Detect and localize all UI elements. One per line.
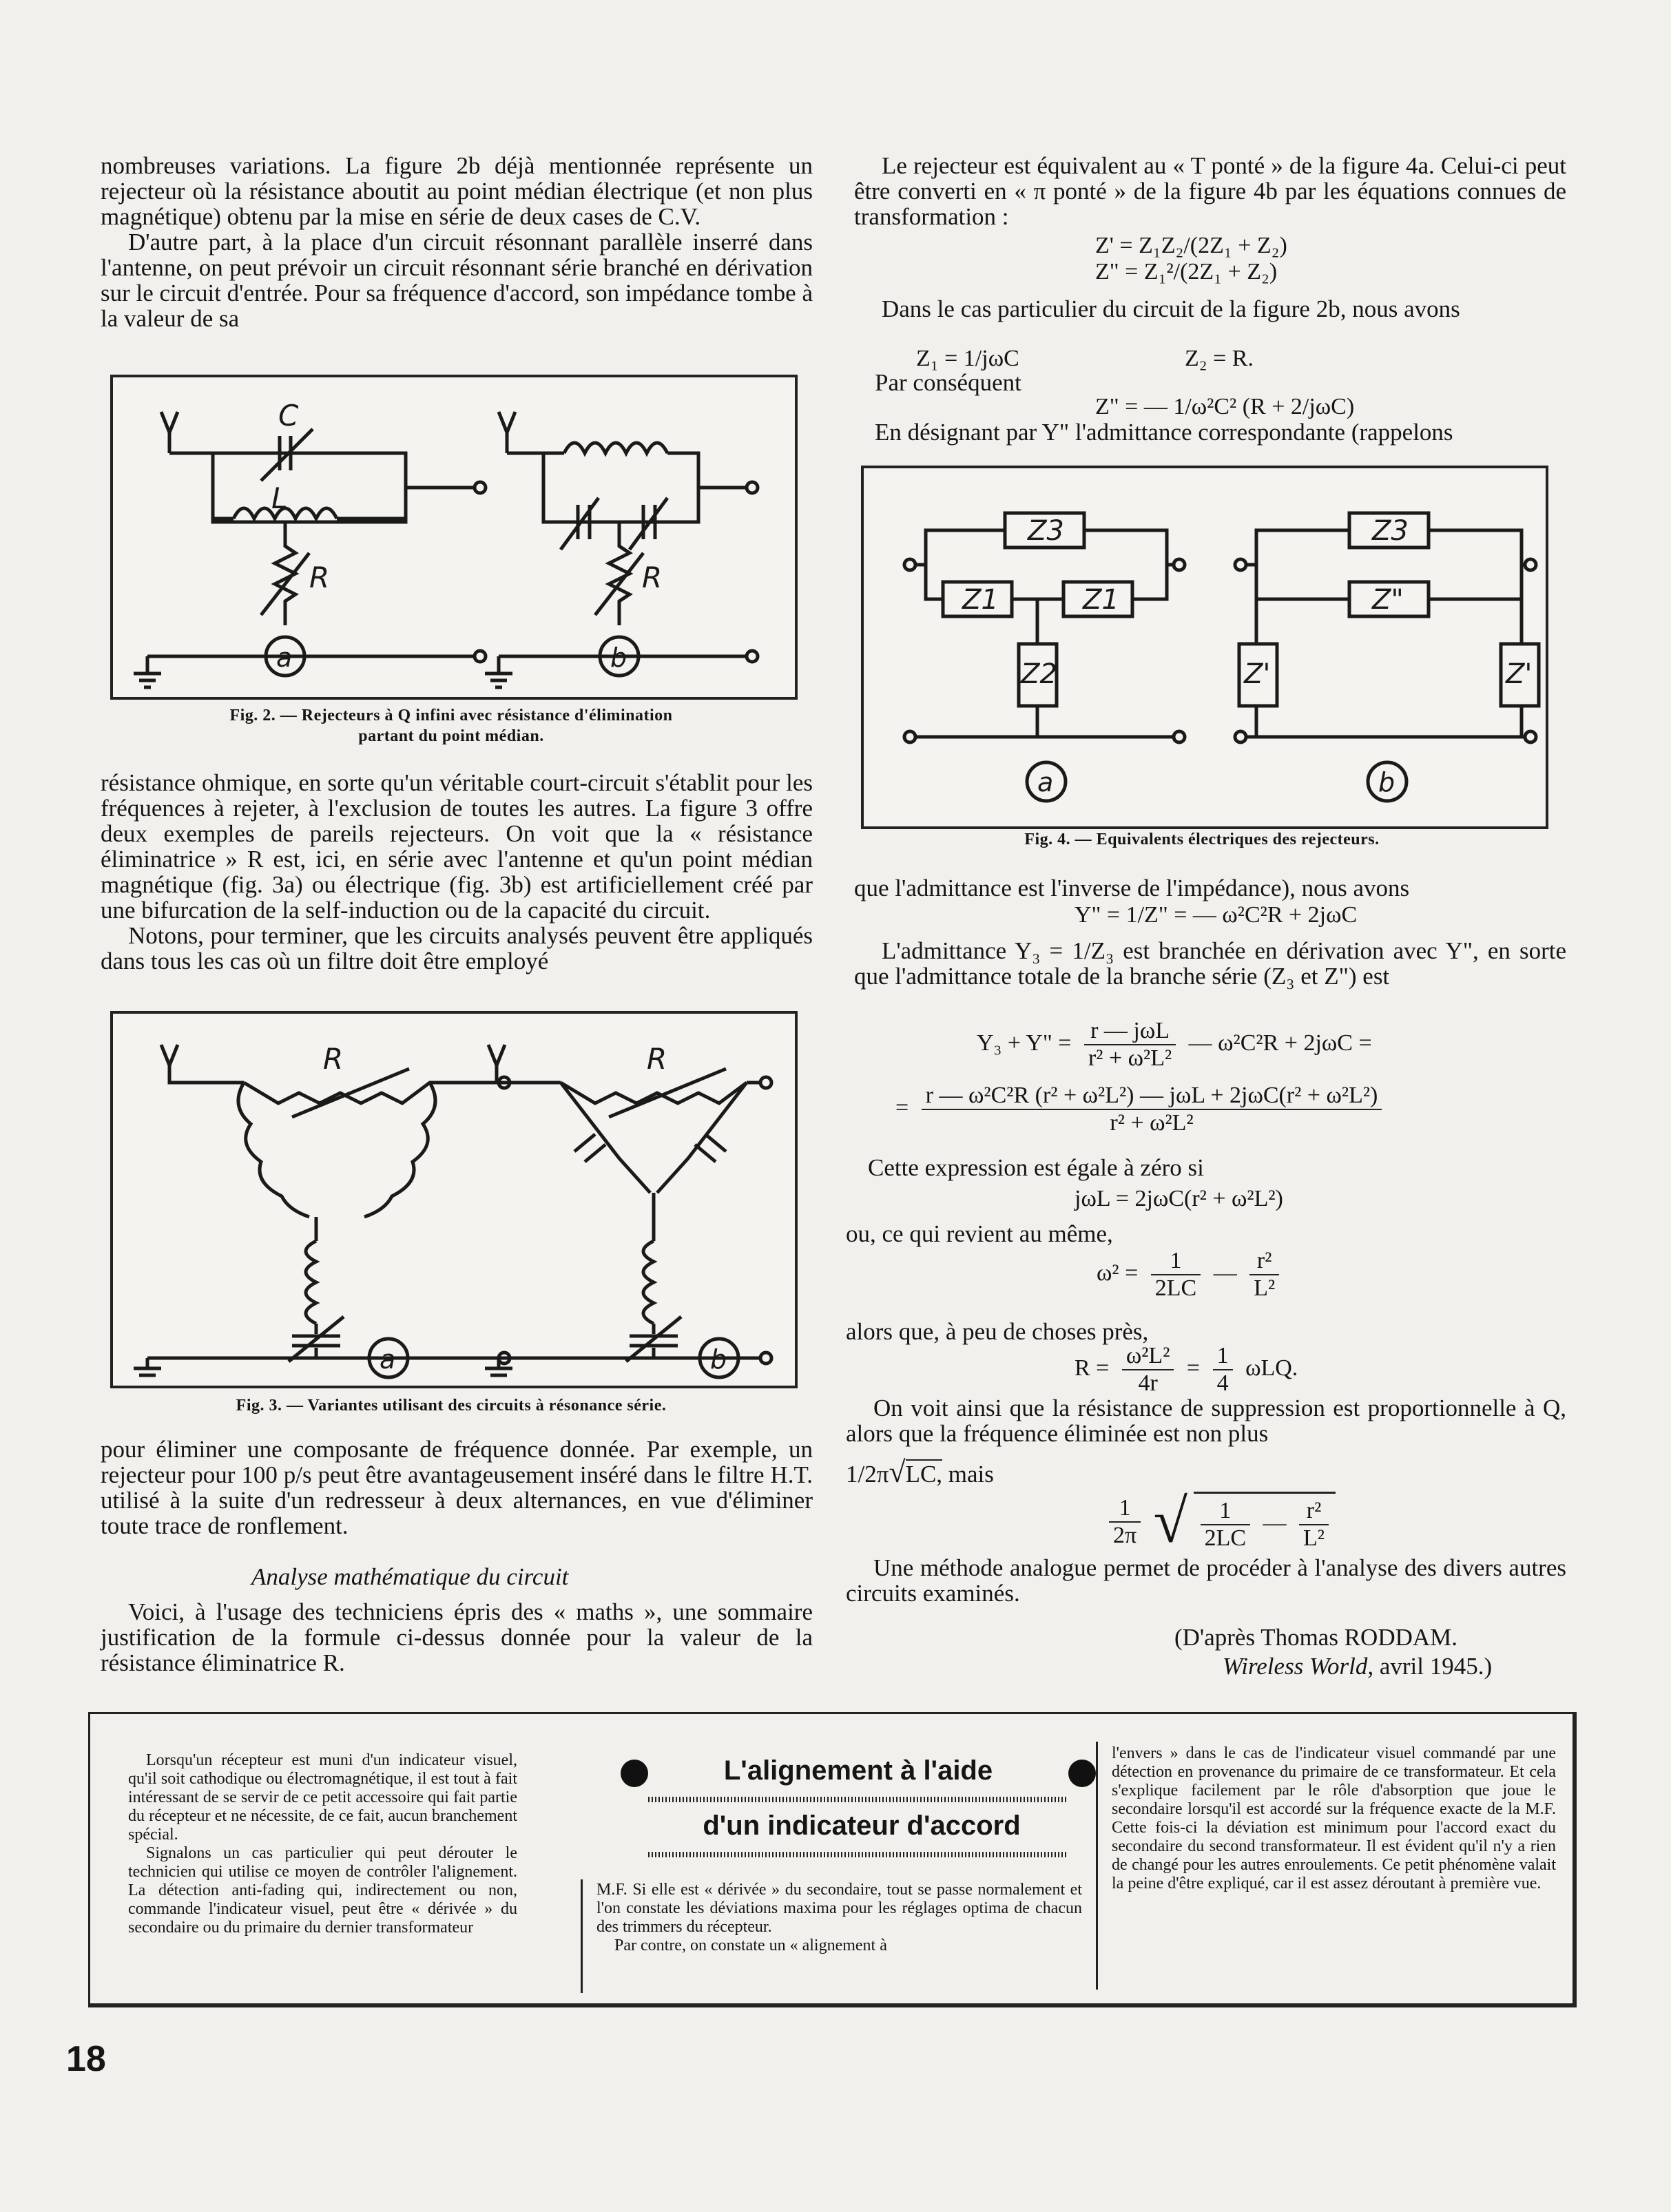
equation: jωL = 2jωC(r² + ω²L²) [1075, 1186, 1283, 1211]
equation [1097, 1248, 1286, 1302]
paragraph: Voici, à l'usage des techniciens épris des « maths », une sommaire justification de la formule ci-dessus donnée pour la valeur de la résistance éliminatrice R. [101, 1598, 813, 1676]
label-z3: Z3 [1028, 515, 1064, 547]
fraction [1084, 1018, 1176, 1072]
denominator: 2π [1113, 1522, 1137, 1548]
fraction [1249, 1248, 1279, 1302]
numerator: r — ω²C²R (r² + ω²L²) — jωL + 2jωC(r² + ω²L²) [922, 1083, 1382, 1110]
label-z-prime: Z' [1506, 658, 1533, 690]
eq-lhs: Y₃ + Y" = [977, 1030, 1072, 1056]
paragraph: Lorsqu'un récepteur est muni d'un indicateur visuel, qu'il soit cathodique ou électromagnétique, il est tout à fait intéressant de se servir de ce petit accessoire qui fait partie du récepteur et ne nécessite, de ce fait, aucun branchement spécial. [128, 1751, 517, 1844]
label-z1: Z1 [962, 584, 999, 616]
label-z3: Z3 [1372, 515, 1409, 547]
label-b: b [710, 1344, 727, 1375]
dotted-rule [648, 1852, 1068, 1857]
equation [1075, 1343, 1298, 1397]
ground-icon [134, 1358, 161, 1375]
paragraph: Le rejecteur est équivalent au « T ponté » de la figure 4a. Celui-ci peut être converti en « π ponté » de la figure 4b par les équations connues de transformation : [854, 152, 1566, 230]
figure-3-caption: Fig. 3. — Variantes utilisant des circuits à résonance série. [236, 1397, 667, 1415]
figure-3 [110, 1011, 798, 1388]
figure-2-caption [110, 705, 792, 747]
bullet-icon [621, 1760, 648, 1787]
numerator: ω²L² [1122, 1343, 1174, 1370]
paragraph: nombreuses variations. La figure 2b déjà mentionnée représente un rejecteur où la résistance aboutit au point médian électrique (et non plus magnétique) obtenu par la mise en série de deux cases de C.V. [101, 152, 813, 230]
paragraph: l'envers » dans le cas de l'indicateur visuel commandé par une détection en provenance du primaire de ce transformateur. Et cela s'explique facilement par le rôle d'absorption que joue le secondaire lorsqu'il est accordé sur la fréquence exacte de la M.F. Cette fois-ci la déviation est minimum pour l'accord exact du secondaire du second transformateur. Il est évident qu'il n'y a rien de changé pour les autres enroulements. Ce petit phénomène valait la peine d'être expliqué, car il est assez déroutant à première vue. [1112, 1744, 1556, 1892]
label-l: L [271, 481, 288, 515]
paragraph: En désignant par Y" l'admittance correspondante (rappelons [875, 419, 1453, 446]
column-divider [1096, 1742, 1098, 1990]
figure-4-diagram [864, 468, 1546, 826]
label-b: b [610, 643, 627, 673]
label-r: R [309, 561, 330, 594]
paragraph: Par conséquent [875, 369, 1021, 396]
equation: Z₂ = R. [1185, 346, 1254, 371]
label-r: R [642, 561, 663, 594]
inductor-icon [306, 1241, 316, 1324]
inline-formula [846, 1454, 994, 1490]
label-z2: Z2 [1021, 658, 1057, 690]
source-date: avril 1945.) [1373, 1653, 1493, 1680]
box-left-column [128, 1751, 517, 1937]
minus-sign: — [1213, 1260, 1237, 1286]
label-b: b [1378, 767, 1395, 797]
source-title: Wireless World, [1223, 1653, 1374, 1680]
inductor-icon [564, 443, 667, 453]
dotted-rule [648, 1797, 1068, 1802]
numerator: 1 [1213, 1343, 1233, 1370]
denominator: r² + ω²L² [1088, 1045, 1172, 1071]
box-title-line-1: L'alignement à l'aide [723, 1755, 993, 1786]
equation [977, 1018, 1372, 1072]
equation: Z₁ = 1/jωC [916, 346, 1019, 371]
inductor-icon [238, 1083, 309, 1217]
eq-lhs: = [895, 1094, 909, 1120]
denominator: 4r [1138, 1370, 1158, 1396]
label-a: a [380, 1344, 396, 1375]
figure-2 [110, 375, 798, 700]
label-c: C [278, 399, 299, 432]
paragraph: Cette expression est égale à zéro si [868, 1154, 1204, 1181]
denominator: 4 [1216, 1370, 1229, 1396]
sidebar-box [88, 1712, 1577, 2007]
paragraph: que l'admittance est l'inverse de l'impédance), nous avons [854, 875, 1410, 901]
page-number: 18 [66, 2039, 106, 2079]
variable-arrow-icon [292, 1069, 409, 1117]
antenna-icon [499, 412, 515, 453]
numerator: 1 [1151, 1248, 1201, 1275]
equation: Y" = 1/Z" = — ω²C²R + 2jωC [1075, 902, 1358, 928]
fraction [1122, 1343, 1174, 1397]
antenna-icon [161, 412, 178, 453]
label-z1: Z1 [1083, 584, 1119, 616]
box-right-column [1112, 1744, 1556, 1893]
paragraph: Notons, pour terminer, que les circuits analysés peuvent être appliqués dans tous les cas où un filtre doit être employé [101, 922, 813, 974]
signature-source [1223, 1653, 1492, 1680]
label-r: R [323, 1042, 344, 1076]
eq-rest: — ω²C²R + 2jωC = [1188, 1030, 1372, 1056]
caption-line: Fig. 2. — Rejecteurs à Q infini avec résistance d'élimination [229, 707, 673, 724]
bullet-icon [1068, 1760, 1096, 1787]
box-middle-column [596, 1881, 1082, 1955]
fraction [1151, 1248, 1201, 1302]
capacitor-icon [695, 1134, 726, 1162]
denominator: r² + ω²L² [1110, 1110, 1194, 1136]
fraction [1109, 1495, 1141, 1549]
denominator: L² [1254, 1275, 1276, 1301]
variable-arrow-icon [609, 1069, 726, 1117]
minus-sign: — [1263, 1510, 1287, 1536]
formula-suffix: mais [942, 1461, 994, 1488]
paragraph: On voit ainsi que la résistance de suppression est proportionnelle à Q, alors que la fréquence éliminée est non plus [846, 1395, 1566, 1447]
denominator: 2LC [1154, 1275, 1197, 1301]
left-column-top [101, 153, 813, 331]
paragraph: M.F. Si elle est « dérivée » du secondaire, tout se passe normalement et l'on constate les déviations maxima pour les réglages optima de chacun des trimmers du récepteur. [596, 1881, 1082, 1936]
numerator: 1 [1201, 1498, 1250, 1525]
right-column-p10 [846, 1395, 1566, 1446]
right-column-p11 [846, 1555, 1566, 1606]
left-column-end [101, 1599, 813, 1676]
right-column-top [854, 153, 1566, 229]
label-r: R [647, 1042, 667, 1076]
denominator: 2LC [1204, 1525, 1247, 1551]
equation [895, 1083, 1389, 1136]
signature-author: (D'après Thomas RODDAM. [1174, 1624, 1458, 1651]
antenna-icon [161, 1045, 244, 1083]
fraction [1213, 1343, 1233, 1397]
numerator: r² [1249, 1248, 1279, 1275]
label-z-prime: Z' [1244, 658, 1271, 690]
denominator: L² [1303, 1525, 1325, 1551]
capacitor-icon [574, 1134, 605, 1162]
numerator: r² [1299, 1498, 1329, 1525]
label-z-double-prime: Z" [1372, 584, 1404, 616]
right-column-p2 [854, 296, 1566, 322]
antenna-icon [488, 1045, 561, 1083]
section-title: Analyse mathématique du circuit [251, 1563, 569, 1590]
figure-2-diagram [113, 377, 795, 697]
paragraph: Une méthode analogue permet de procéder à l'analyse des divers autres circuits examinés. [846, 1554, 1566, 1607]
box-title-line-2: d'un indicateur d'accord [703, 1811, 1021, 1841]
radical-sign: √ [889, 1455, 906, 1489]
paragraph: pour éliminer une composante de fréquence donnée. Par exemple, un rejecteur pour 100 p/s peut être avantageusement inséré dans le filtre H.T. utilisé à la suite d'un redresseur à deux alternances, en vue d'éliminer toute trace de ronflement. [101, 1436, 813, 1539]
ground-icon [485, 656, 512, 687]
equation: Z" = — 1/ω²C² (R + 2/jωC) [1095, 394, 1355, 419]
paragraph: ou, ce qui revient au même, [846, 1220, 1113, 1247]
ground-icon [134, 656, 161, 687]
inductor-icon [643, 1241, 654, 1324]
column-divider [581, 1879, 583, 1993]
eq-lhs: R = [1075, 1355, 1110, 1381]
formula-prefix: 1/2π [846, 1461, 889, 1488]
paragraph: Dans le cas particulier du circuit de la figure 2b, nous avons [882, 295, 1460, 322]
fraction [922, 1083, 1382, 1136]
left-column-middle [101, 770, 813, 974]
paragraph: Par contre, on constate un « alignement à [614, 1937, 887, 1954]
numerator: r — jωL [1084, 1018, 1176, 1045]
paragraph: Signalons un cas particulier qui peut dérouter le technicien qui utilise ce moyen de contrôler l'alignement. La détection anti-fading qui, indirectement ou non, commande l'indicateur visuel, peut être « dérivée » du secondaire ou du primaire du dernier transformateur [128, 1844, 517, 1937]
caption-line: partant du point médian. [358, 727, 544, 745]
figure-4-caption: Fig. 4. — Equivalents électriques des rejecteurs. [1024, 831, 1380, 848]
label-a: a [1037, 767, 1054, 797]
left-column-bottom [101, 1437, 813, 1538]
right-column-p6 [854, 938, 1566, 989]
fraction [1201, 1498, 1250, 1552]
eq-lhs: ω² = [1097, 1260, 1139, 1286]
paragraph: L'admittance Y₃ = 1/Z₃ est branchée en dérivation avec Y", en sorte que l'admittance totale de la branche série (Z₃ et Z") est [854, 937, 1566, 990]
equals: = [1186, 1355, 1201, 1381]
paragraph: résistance ohmique, en sorte qu'un véritable court-circuit s'établit pour les fréquences à rejeter, à l'exclusion de toutes les autres. La figure 3 offre deux exemples de pareils rejecteurs. On voit que la « résistance éliminatrice » R est, ici, en série avec l'antenne et qu'un point médian magnétique (fig. 3a) ou électrique (fig. 3b) est artificiellement créé par une bifurcation de la self-induction ou de la capacité du circuit. [101, 769, 813, 924]
label-a: a [276, 643, 293, 673]
numerator: 1 [1109, 1495, 1141, 1523]
figure-3-diagram [113, 1014, 795, 1386]
equation [1102, 1486, 1336, 1557]
equation: Z' = Z₁Z₂/(2Z₁ + Z₂) [1095, 233, 1287, 258]
paragraph: D'autre part, à la place d'un circuit résonnant parallèle inserré dans l'antenne, on peut prévoir un circuit résonnant série branché en dérivation sur le circuit d'entrée. Pour sa fréquence d'accord, son impédance tombe à la valeur de sa [101, 229, 813, 332]
radicand [1194, 1492, 1336, 1552]
equation: Z" = Z₁²/(2Z₁ + Z₂) [1095, 259, 1278, 284]
figure-4 [861, 466, 1548, 829]
radical-sign: √ [1153, 1488, 1188, 1556]
fraction [1299, 1498, 1329, 1552]
radicand: LC, [905, 1461, 943, 1488]
eq-tail: ωLQ. [1245, 1355, 1298, 1381]
paragraph: alors que, à peu de choses près, [846, 1318, 1149, 1345]
